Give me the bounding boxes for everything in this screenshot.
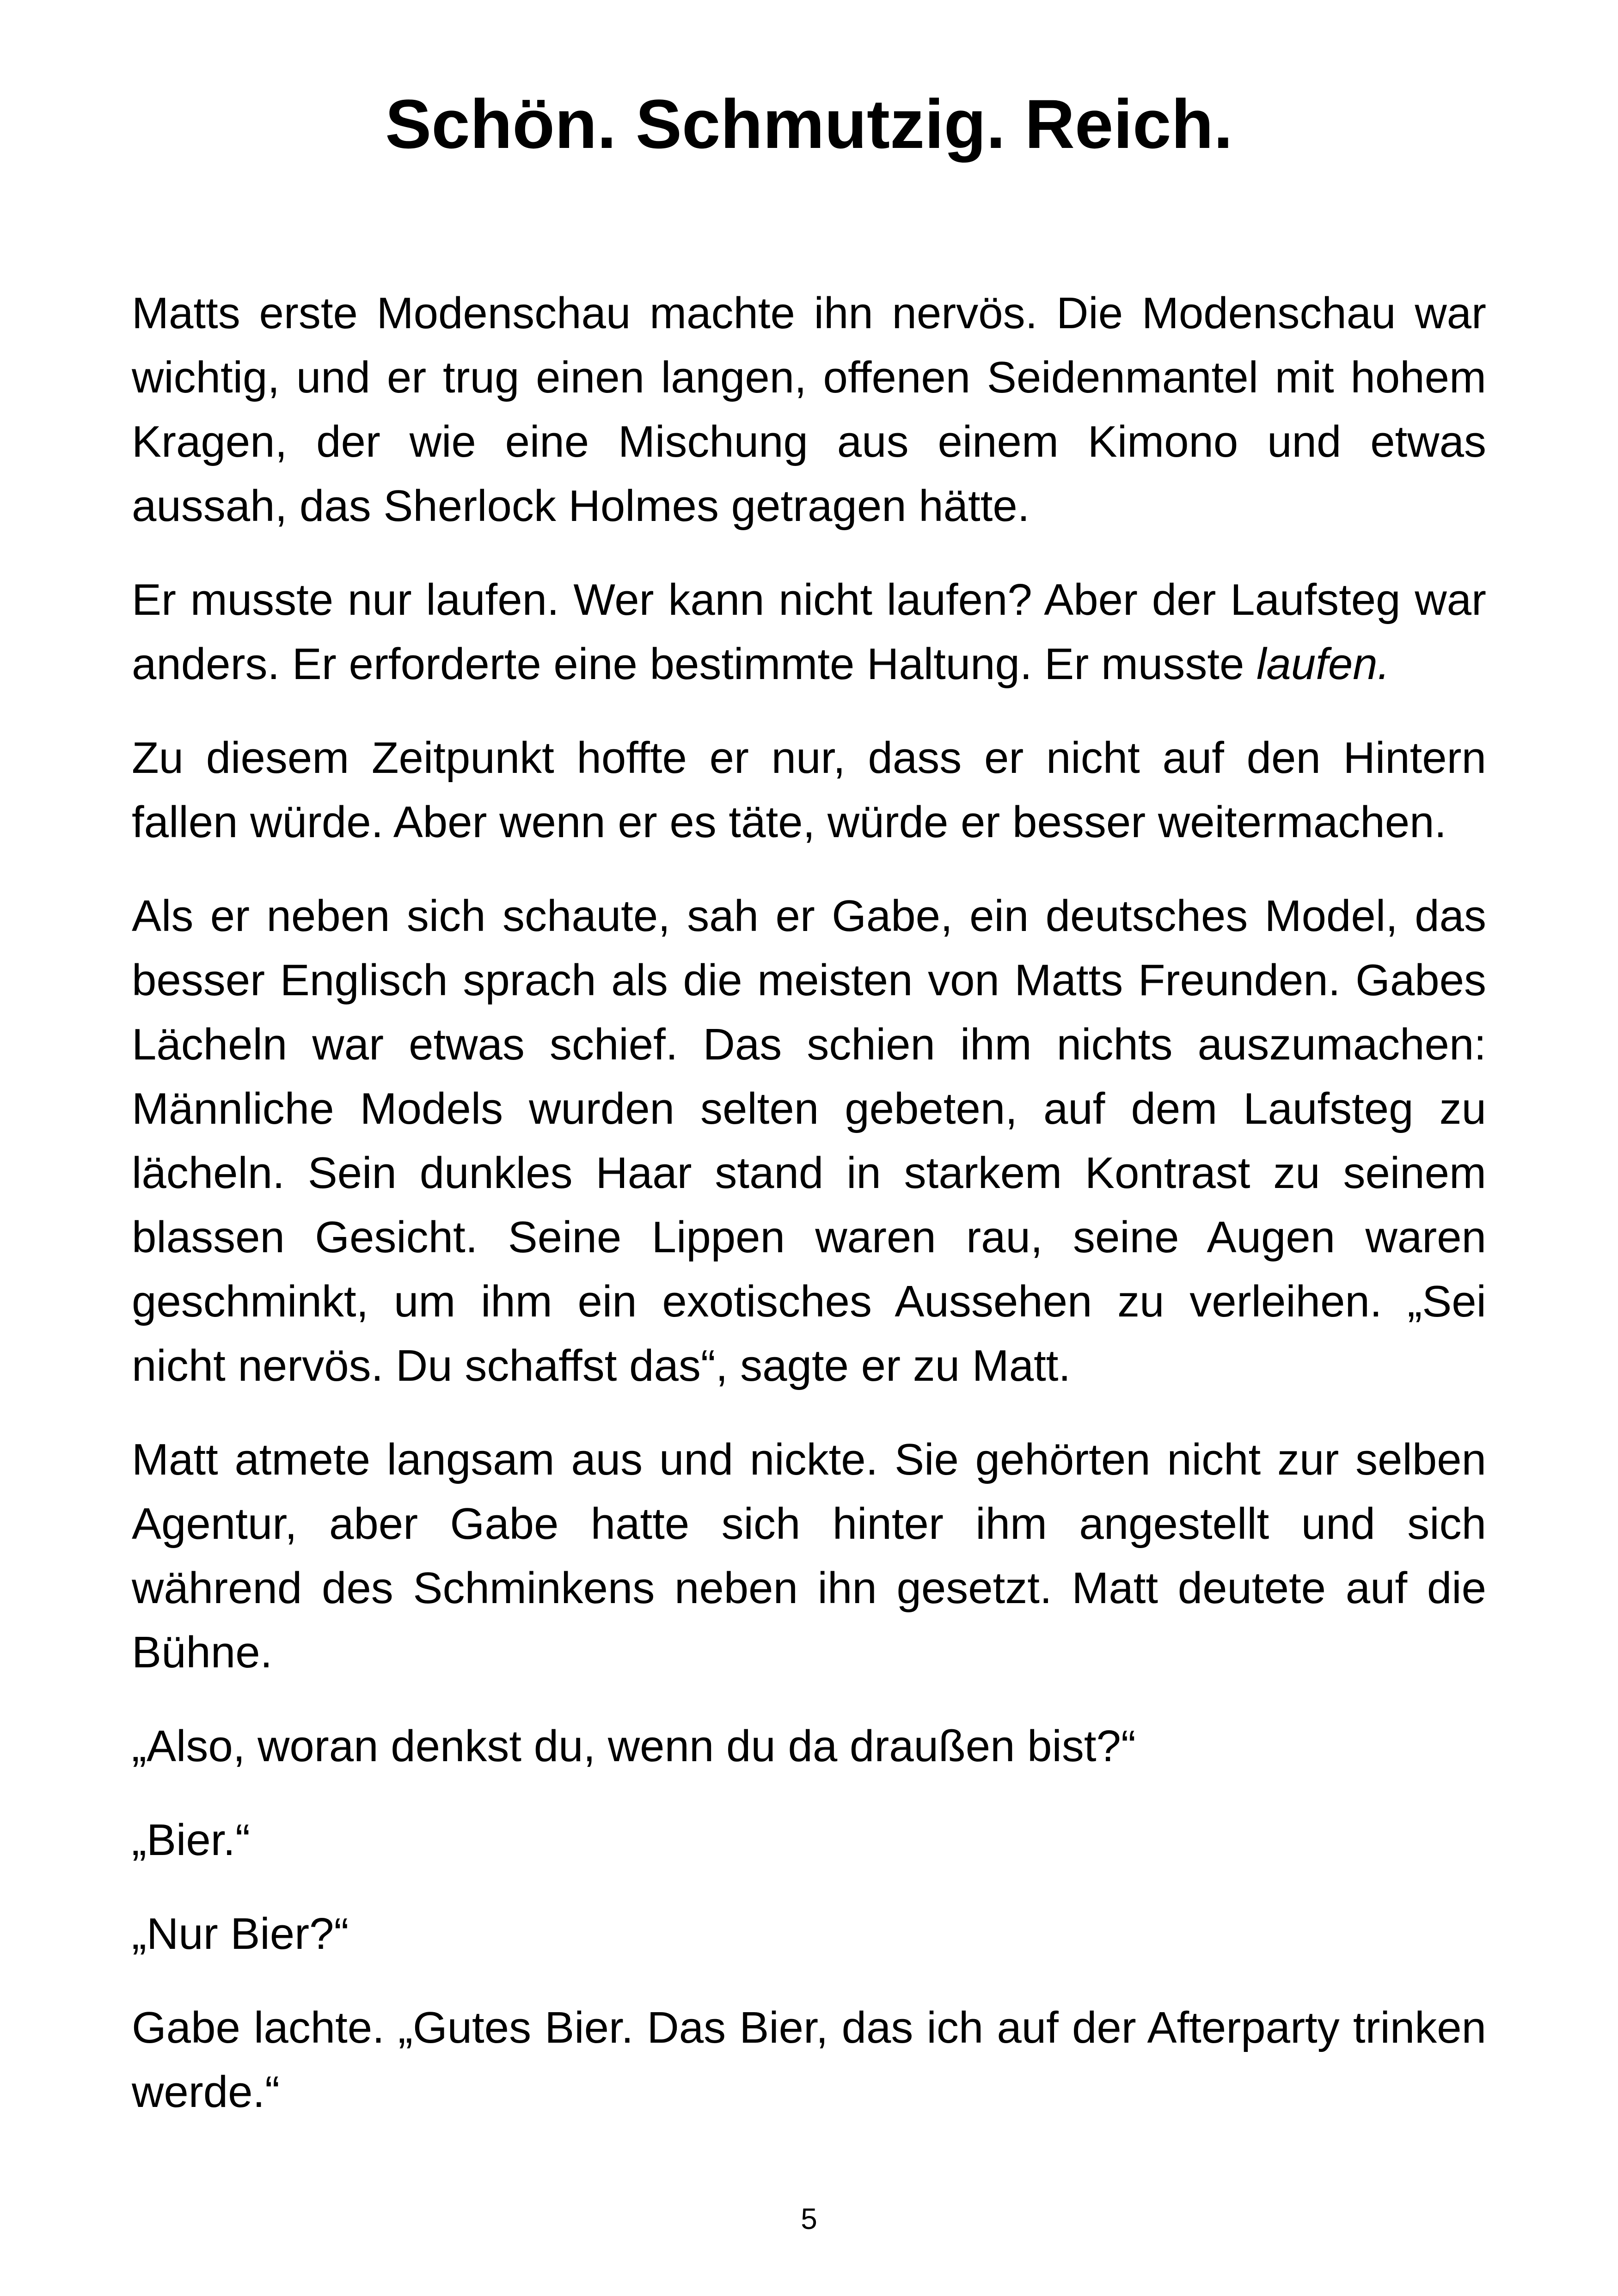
paragraph: Zu diesem Zeitpunkt hoffte er nur, dass er nicht auf den Hintern fallen würde. Aber wenn er es täte, würde er besser weitermachen. — [132, 733, 1486, 847]
emphasized-word: laufen. — [1256, 639, 1390, 689]
paragraph: Gabe lachte. „Gutes Bier. Das Bier, das ich auf der Afterparty trinken werde.“ — [132, 2003, 1486, 2117]
dialogue-line: „Also, woran denkst du, wenn du da draußen bist?“ — [132, 1721, 1136, 1771]
paragraph: Als er neben sich schaute, sah er Gabe, ein deutsches Model, das besser Englisch sprach als die meisten von Matts Freunden. Gabes Lächeln war etwas schief. Das schien ihm nichts auszumachen: Männliche Models wurden selten gebeten, auf dem Laufsteg zu lächeln. Sein dunkles Haar stand in starkem Kontrast zu seinem blassen Gesicht. Seine Lippen waren rau, seine Augen waren geschminkt, um ihm ein exotisches Aussehen zu verleihen. „Sei nicht nervös. Du schaffst das“, sagte er zu Matt. — [132, 891, 1486, 1390]
chapter-title: Schön. Schmutzig. Reich. — [385, 85, 1233, 163]
chapter-body — [132, 281, 1486, 2154]
paragraph: Matt atmete langsam aus und nickte. Sie gehörten nicht zur selben Agentur, aber Gabe hatte sich hinter ihm angestellt und sich während des Schminkens neben ihn gesetzt. Matt deutete auf die Bühne. — [132, 1435, 1486, 1677]
paragraph — [132, 568, 1486, 696]
dialogue-line: „Bier.“ — [132, 1815, 251, 1865]
page-number: 5 — [801, 2202, 817, 2235]
paragraph-text: Er musste nur laufen. Wer kann nicht laufen? Aber der Laufsteg war anders. Er erforderte eine bestimmte Haltung. Er musste — [132, 575, 1486, 689]
paragraph: Matts erste Modenschau machte ihn nervös. Die Modenschau war wichtig, und er trug einen langen, offenen Seidenmantel mit hohem Kragen, der wie eine Mischung aus einem Kimono und etwas aussah, das Sherlock Holmes getragen hätte. — [132, 288, 1486, 531]
dialogue-line: „Nur Bier?“ — [132, 1909, 349, 1959]
